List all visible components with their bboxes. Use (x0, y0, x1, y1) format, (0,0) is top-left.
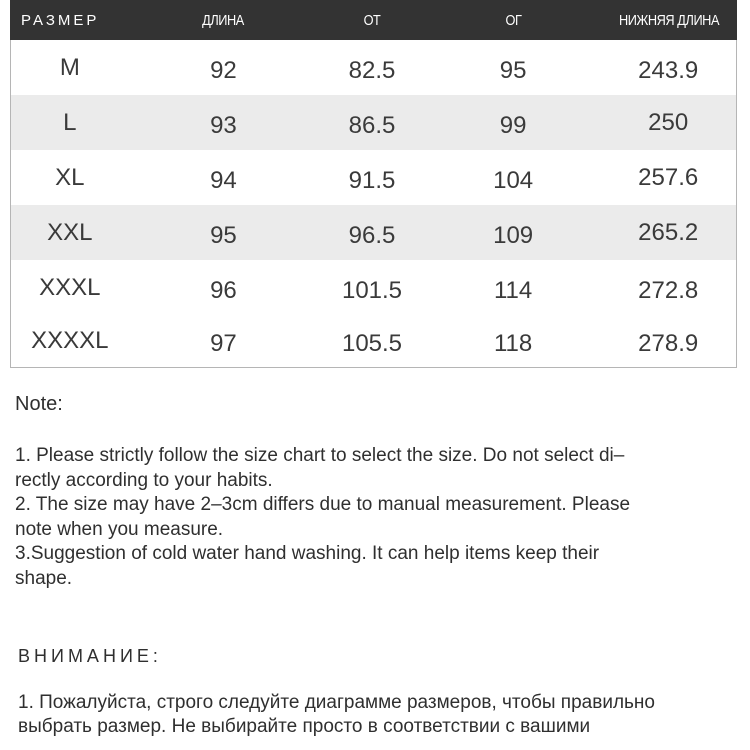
note-line: rectly according to your habits. (15, 469, 273, 491)
table-row (11, 260, 736, 315)
table-header (10, 0, 737, 40)
note-title: Note: (15, 393, 63, 415)
note-line: 2. The size may have 2–3cm differs due to manual measurement. Please (15, 494, 631, 515)
cell-chest: 104 (493, 166, 534, 194)
cell-hem-length: 243.9 (638, 56, 699, 84)
cell-waist: 91.5 (348, 166, 396, 194)
cell-hem-length: 257.6 (638, 163, 699, 191)
cell-waist: 82.5 (348, 56, 396, 84)
header-hem-length: НИЖНЯЯ ДЛИНА (618, 11, 720, 29)
note-ru-line: выбрать размер. Не выбирайте просто в соответствии с вашими (18, 716, 591, 737)
cell-length: 92 (210, 56, 237, 84)
header-chest: ОГ (505, 11, 522, 29)
note-line: shape. (15, 567, 73, 589)
cell-hem-length: 250 (648, 108, 689, 136)
table-row (11, 315, 736, 367)
cell-hem-length: 278.9 (638, 330, 699, 357)
cell-size: XL (55, 163, 85, 191)
cell-chest: 95 (499, 56, 527, 84)
note-ru-title: ВНИМАНИЕ: (18, 646, 162, 666)
cell-size: XXXL (39, 273, 101, 301)
cell-chest: 118 (493, 330, 533, 357)
cell-length: 97 (210, 330, 237, 357)
cell-waist: 101.5 (341, 276, 403, 304)
note-line: 1. Please strictly follow the size chart to select the size. Do not select di– (15, 445, 625, 466)
cell-length: 93 (210, 111, 237, 139)
cell-waist: 86.5 (348, 111, 396, 139)
header-waist: ОТ (363, 11, 381, 29)
cell-length: 96 (210, 276, 237, 304)
table-row (11, 40, 736, 95)
table-row (11, 95, 736, 150)
cell-hem-length: 272.8 (638, 276, 699, 304)
cell-chest: 114 (493, 276, 533, 304)
table-row (11, 205, 736, 260)
note-line: note when you measure. (15, 518, 224, 540)
cell-hem-length: 265.2 (638, 218, 699, 246)
cell-waist: 105.5 (341, 330, 403, 357)
note-line: 3.Suggestion of cold water hand washing. It can help items keep their (15, 543, 600, 564)
cell-size: XXL (47, 218, 93, 246)
table-row (11, 150, 736, 205)
note-russian (18, 646, 738, 739)
cell-size: XXXXL (31, 327, 109, 354)
cell-chest: 99 (499, 111, 527, 139)
cell-size: L (63, 108, 77, 136)
note-ru-line: 1. Пожалуйста, строго следуйте диаграмме размеров, чтобы правильно (18, 692, 655, 713)
size-chart-table (10, 0, 737, 368)
header-length: ДЛИНА (202, 11, 244, 29)
header-size: РАЗМЕР (21, 11, 100, 29)
cell-waist: 96.5 (348, 221, 396, 249)
cell-length: 95 (210, 221, 237, 249)
note-english (15, 393, 735, 591)
cell-length: 94 (210, 166, 237, 194)
cell-size: M (59, 53, 80, 81)
cell-chest: 109 (493, 221, 534, 249)
